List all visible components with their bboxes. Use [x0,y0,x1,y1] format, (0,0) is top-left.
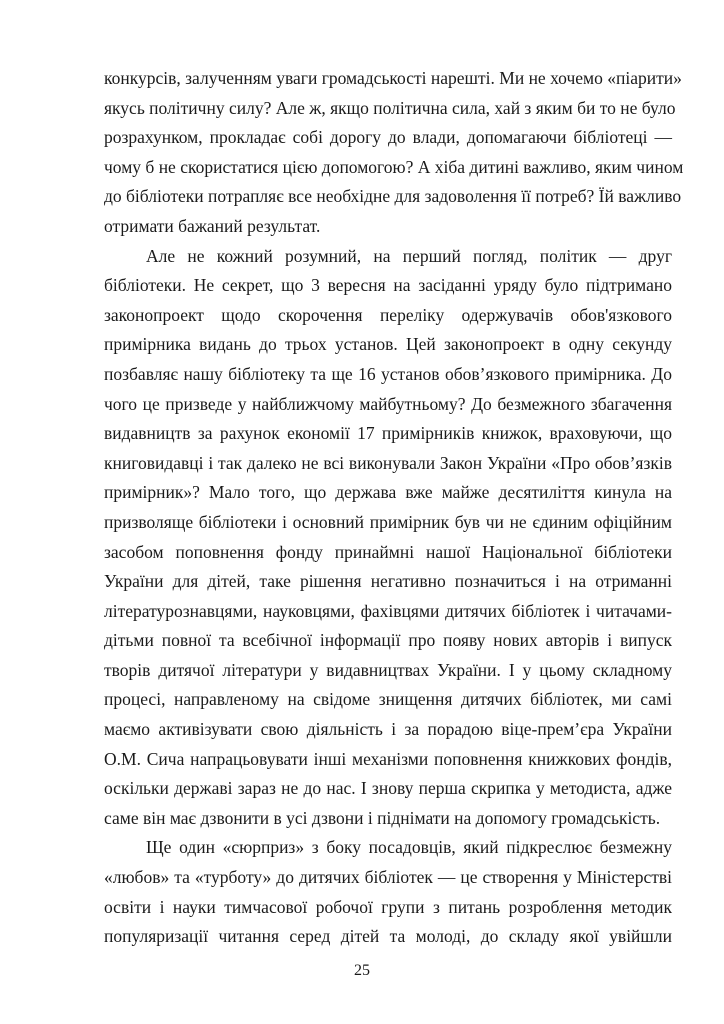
paragraph-1 [104,64,684,242]
text-line: чому б не скористатися цією допомогою? А хіба дитині важливо, яким чином [104,156,684,177]
text-line: творів дитячої літератури у видавництвах України. І у цьому складному [104,659,672,680]
page-number: 25 [354,962,370,979]
text-line: позбавляє нашу бібліотеку та ще 16 установ обов’язкового примірника. До [104,363,672,384]
text-line: конкурсів, залученням уваги громадськості нарешті. Ми не хочемо «піарити» [104,68,682,88]
text-line: до бібліотеки потрапляє все необхідне для задоволення її потреб? Їй важливо [104,186,682,207]
text-line: маємо активізувати свою діяльність і за порадою віце-прем’єра України [104,719,672,740]
text-line: книговидавці і так далеко не всі виконували Закон України «Про обов’язків [104,452,672,473]
text-line: оскільки державі зараз не до нас. І знову перша скрипка у методиста, адже [104,778,672,799]
text-line: Ще один «сюрприз» з боку посадовців, який підкреслює безмежну [146,837,672,858]
text-line: примірник»? Мало того, що держава вже майже десятиліття кинула на [104,482,672,503]
text-line: О.М. Сича напрацьовувати інші механізми поповнення книжкових фондів, [104,748,672,769]
text-line: України для дітей, таке рішення негативно позначиться і на отриманні [104,571,672,592]
body-text [104,64,684,952]
text-line: видавництв за рахунок економії 17 примірників книжок, враховуючи, що [104,423,672,444]
text-line: бібліотеки. Не секрет, що 3 вересня на засіданні уряду було підтримано [104,275,672,296]
text-line: законопроект щодо скорочення переліку одержувачів обов'язкового [104,304,672,325]
text-line: Але не кожний розумний, на перший погляд, політик — друг [146,245,672,266]
text-line: якусь політичну силу? Але ж, якщо політична сила, хай з яким би то не було [104,97,676,118]
text-line: чого це призведе у найближчому майбутньому? До безмежного збагачення [104,393,672,414]
text-line: процесі, направленому на свідоме знищення дитячих бібліотек, ми самі [104,689,672,710]
text-line: засобом поповнення фонду принаймні нашої Національної бібліотеки [104,541,672,562]
paragraph-3 [104,833,672,951]
text-line: призволяще бібліотеки і основний примірник був чи не єдиним офіційним [104,511,672,532]
text-line: саме він має дзвонити в усі дзвони і піднімати на допомогу громадськість. [104,807,661,828]
text-line: популяризації читання серед дітей та молоді, до складу якої увійшли [104,926,672,947]
text-line: «любов» та «турботу» до дитячих бібліотек — це створення у Міністерстві [104,867,672,888]
text-line: літературознавцями, науковцями, фахівцями дитячих бібліотек і читачами- [104,600,672,621]
paragraph-2 [104,242,672,834]
text-line: розрахунком, прокладає собі дорогу до влади, допомагаючи бібліотеці — [104,127,672,148]
text-line: отримати бажаний результат. [104,215,321,236]
text-line: примірника видань до трьох установ. Цей законопроект в одну секунду [104,334,672,355]
text-line: освіти і науки тимчасової робочої групи з питань розроблення методик [104,896,672,917]
text-line: дітьми повної та всебічної інформації про появу нових авторів і випуск [104,630,672,651]
